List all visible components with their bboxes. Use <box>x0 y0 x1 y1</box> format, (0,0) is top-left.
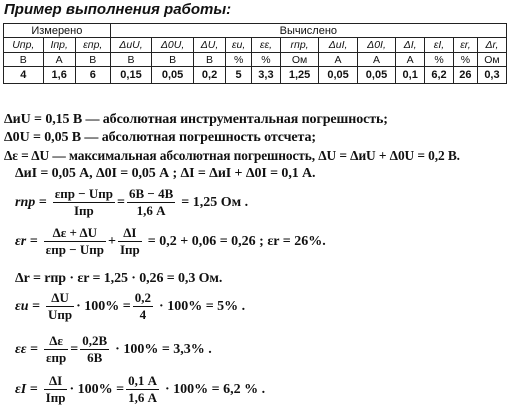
col-unit: А <box>319 53 357 67</box>
formula-result: · 100% = 6,2 % . <box>165 381 266 397</box>
formula-middle: · 100% = <box>76 298 131 314</box>
col-unit: В <box>4 53 44 67</box>
denominator: Uпр <box>48 307 73 322</box>
formula-er <box>15 225 326 258</box>
col-symbol: Δ0I, <box>357 38 395 53</box>
table-cell: 0,15 <box>110 67 152 84</box>
fraction <box>127 186 175 219</box>
numerator: 0,1 А <box>128 373 157 388</box>
fraction <box>44 373 68 406</box>
col-unit: % <box>453 53 477 67</box>
plus-sign: + <box>107 233 116 249</box>
max-error-line: Δε = ΔU — максимальная абсолютная погрешность, ΔU = ΔиU + Δ0U = 0,2 В. <box>4 148 460 163</box>
col-symbol: rпр, <box>280 38 318 53</box>
table-cell: 6 <box>75 67 110 84</box>
reading-error-line: Δ0U = 0,05 В — абсолютная погрешность отсчета; <box>4 130 316 145</box>
col-unit: % <box>252 53 281 67</box>
numerator: 0,2 <box>134 290 152 305</box>
numerator: ΔI <box>48 373 63 388</box>
formula-lhs: εI = <box>15 381 38 397</box>
denominator: εпр − Uпр <box>45 242 104 257</box>
fraction <box>53 186 115 219</box>
table-cell: 4 <box>4 67 44 84</box>
col-symbol: ΔиU, <box>110 38 152 53</box>
formula-result: · 100% = 3,3% . <box>115 341 212 357</box>
table-cell: 0,05 <box>152 67 194 84</box>
equals-sign: = <box>117 194 125 210</box>
page-title: Пример выполнения работы: <box>4 1 232 18</box>
col-symbol: Δr, <box>477 38 506 53</box>
col-symbol: εпр, <box>75 38 110 53</box>
formula-result: = 0,2 + 0,06 = 0,26 ; εr = 26%. <box>147 233 326 249</box>
col-unit: А <box>43 53 75 67</box>
denominator: 1,6 А <box>127 202 175 219</box>
col-symbol: εI, <box>425 38 454 53</box>
table-cell: 0,05 <box>319 67 357 84</box>
col-unit: В <box>75 53 110 67</box>
col-unit: Ом <box>280 53 318 67</box>
denominator: Iпр <box>53 202 115 219</box>
numerator: Δε <box>49 333 63 348</box>
fraction <box>133 290 153 323</box>
denominator: 4 <box>133 306 153 323</box>
denominator: 6В <box>80 349 109 366</box>
denominator: εпр <box>45 350 67 365</box>
formula-eu <box>15 290 245 323</box>
col-unit: А <box>396 53 425 67</box>
table-group-header-row <box>4 24 507 38</box>
fraction <box>46 290 74 323</box>
formula-middle: · 100% = <box>69 381 125 397</box>
denominator: 1,6 А <box>128 390 157 405</box>
formula-result: · 100% = 5% . <box>159 298 246 314</box>
fraction <box>126 373 159 406</box>
table-cell: 0,3 <box>477 67 506 84</box>
col-unit: % <box>226 53 252 67</box>
table-cell: 26 <box>453 67 477 84</box>
numerator: ΔU <box>51 290 69 305</box>
table-row <box>4 67 507 84</box>
table-cell: 1,6 <box>43 67 75 84</box>
denominator: Iпр <box>119 242 140 257</box>
formula-dr: Δr = rпр · εr = 1,25 · 0,26 = 0,3 Ом. <box>15 271 223 286</box>
formula-lhs: εr = <box>15 233 38 249</box>
table-cell: 3,3 <box>252 67 281 84</box>
col-unit: В <box>110 53 152 67</box>
table-cell: 0,2 <box>193 67 225 84</box>
col-symbol: Uпр, <box>4 38 44 53</box>
col-symbol: Δ0U, <box>152 38 194 53</box>
group-measured-header: Измерено <box>4 24 111 38</box>
formula-middle: = <box>70 341 79 357</box>
col-unit: Ом <box>477 53 506 67</box>
group-computed-header: Вычислено <box>110 24 506 38</box>
fraction <box>44 333 68 366</box>
table-cell: 5 <box>226 67 252 84</box>
table-cell: 1,25 <box>280 67 318 84</box>
col-symbol: εr, <box>453 38 477 53</box>
numerator: 6В − 4В <box>129 186 174 201</box>
col-unit: % <box>425 53 454 67</box>
col-symbol: εε, <box>252 38 281 53</box>
formula-lhs: εu = <box>15 298 41 314</box>
current-error-line: ΔиI = 0,05 А, Δ0I = 0,05 А ; ΔI = ΔиI + Δ0I = 0,1 А. <box>15 166 316 181</box>
col-unit: А <box>357 53 395 67</box>
col-symbol: ΔU, <box>193 38 225 53</box>
fraction <box>80 333 109 366</box>
numerator: Δε + ΔU <box>52 225 98 240</box>
table-cell: 0,1 <box>396 67 425 84</box>
table-cell: 6,2 <box>425 67 454 84</box>
col-symbol: ΔI, <box>396 38 425 53</box>
table-symbol-row <box>4 38 507 53</box>
col-unit: В <box>193 53 225 67</box>
formula-lhs: εε = <box>15 341 38 357</box>
formula-ei <box>15 373 265 406</box>
col-symbol: Iпр, <box>43 38 75 53</box>
formula-r <box>15 186 248 219</box>
numerator: εпр − Uпр <box>54 186 114 201</box>
col-unit: В <box>152 53 194 67</box>
instrument-error-line: ΔиU = 0,15 В — абсолютная инструментальная погрешность; <box>4 112 388 127</box>
formula-ee <box>15 333 212 366</box>
col-symbol: ΔиI, <box>319 38 357 53</box>
formula-lhs: rпр = <box>15 194 47 210</box>
numerator: ΔI <box>123 225 137 240</box>
denominator: Iпр <box>45 390 66 405</box>
numerator: 0,2В <box>82 333 108 348</box>
formula-result: = 1,25 Ом . <box>181 194 249 210</box>
table-unit-row <box>4 53 507 67</box>
fraction <box>118 225 142 258</box>
fraction <box>44 225 106 258</box>
table-cell: 0,05 <box>357 67 395 84</box>
col-symbol: εu, <box>226 38 252 53</box>
results-table <box>3 23 507 84</box>
